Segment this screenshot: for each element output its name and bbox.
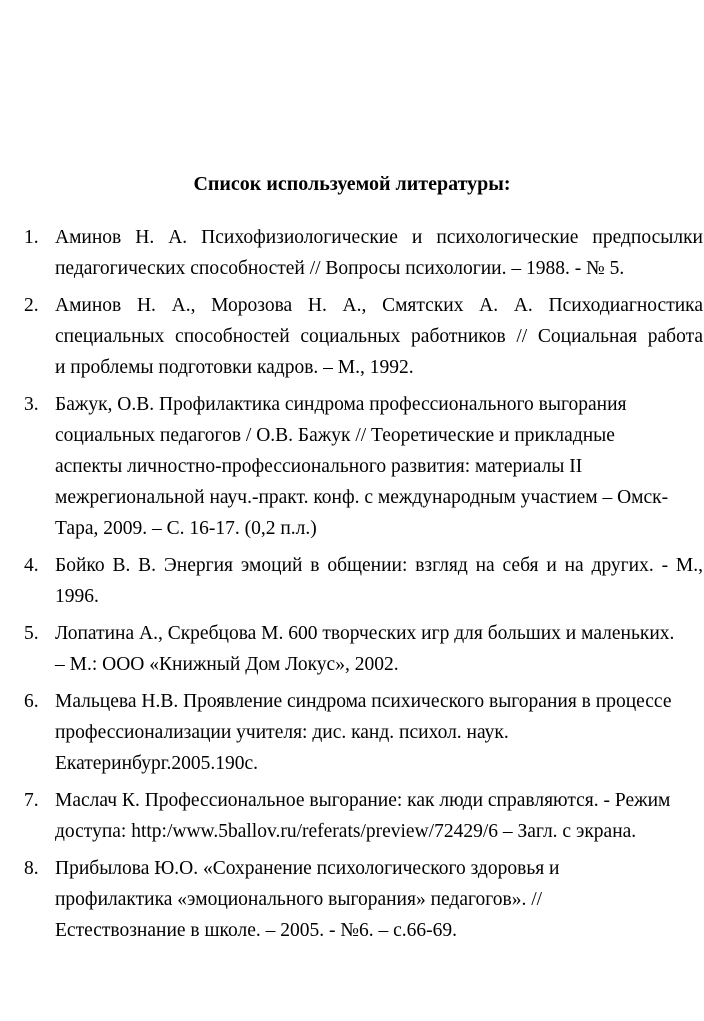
reference-number: 5. (24, 623, 39, 644)
reference-line: педагогических способностей // Вопросы психологии. – 1988. - № 5. (55, 258, 625, 279)
reference-line: Бойко В. В. Энергия эмоций в общении: взгляд на себя и на других. - М., (55, 555, 703, 576)
reference-number: 1. (24, 227, 39, 248)
reference-item (24, 785, 703, 847)
reference-line: Мальцева Н.В. Проявление синдрома психического выгорания в процессе (55, 691, 672, 712)
reference-item (24, 389, 703, 544)
reference-line: Бажук, О.В. Профилактика синдрома профессионального выгорания (55, 394, 627, 415)
reference-number: 7. (24, 790, 39, 811)
reference-line: Екатеринбург.2005.190с. (55, 753, 259, 774)
reference-item (24, 686, 703, 779)
reference-line: профилактика «эмоционального выгорания» педагогов». // (55, 889, 543, 910)
reference-line: профессионализации учителя: дис. канд. психол. наук. (55, 722, 509, 743)
reference-line: Аминов Н. А., Морозова Н. А., Смятских А. А. Психодиагностика (55, 295, 703, 316)
page-title: Список используемой литературы: (193, 173, 511, 195)
reference-number: 8. (24, 858, 39, 879)
reference-list (24, 222, 703, 952)
reference-number: 3. (24, 394, 39, 415)
reference-item (24, 550, 703, 612)
reference-item (24, 290, 703, 383)
reference-line: Маслач К. Профессиональное выгорание: как люди справляются. - Режим (55, 790, 671, 811)
reference-line: специальных способностей социальных работников // Социальная работа (55, 326, 703, 347)
reference-line: Прибылова Ю.О. «Сохранение психологического здоровья и (55, 858, 560, 879)
reference-line: 1996. (55, 586, 99, 607)
reference-number: 2. (24, 295, 39, 316)
reference-line: доступа: http:/www.5ballov.ru/referats/preview/72429/6 – Загл. с экрана. (55, 821, 637, 842)
reference-line: и проблемы подготовки кадров. – М., 1992. (55, 357, 414, 378)
reference-line: аспекты личностно-профессионального развития: материалы II (55, 456, 583, 477)
reference-line: Естествознание в школе. – 2005. - №6. – с.66-69. (55, 920, 458, 941)
reference-item (24, 222, 703, 284)
reference-line: Тара, 2009. – С. 16-17. (0,2 п.л.) (55, 518, 317, 539)
reference-line: Аминов Н. А. Психофизиологические и психологические предпосылки (55, 227, 703, 248)
reference-item (24, 618, 703, 680)
reference-line: – М.: ООО «Книжный Дом Локус», 2002. (55, 654, 399, 675)
reference-number: 6. (24, 691, 39, 712)
reference-line: Лопатина А., Скребцова М. 600 творческих игр для больших и маленьких. (55, 623, 675, 644)
reference-line: межрегиональной науч.-практ. конф. с международным участием – Омск- (55, 487, 669, 508)
reference-line: социальных педагогов / О.В. Бажук // Теоретические и прикладные (55, 425, 615, 446)
reference-number: 4. (24, 555, 39, 576)
reference-item (24, 853, 703, 946)
